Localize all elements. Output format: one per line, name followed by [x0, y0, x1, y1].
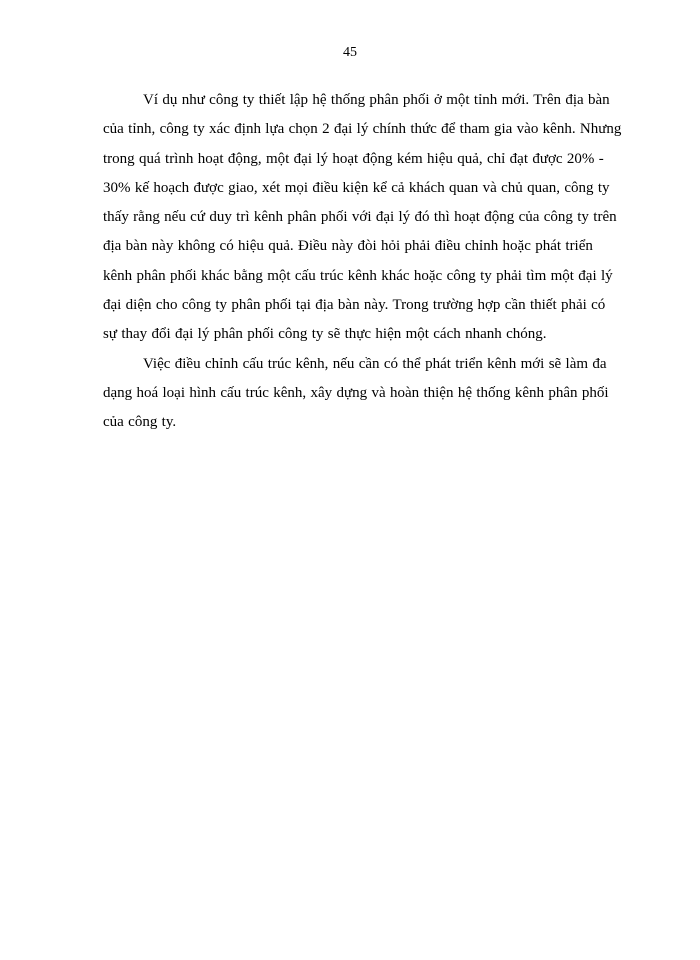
text-line: đại diện cho công ty phân phối tại địa bàn này. Trong trường hợp cần thiết phải có — [103, 297, 606, 314]
page-number: 45 — [343, 45, 357, 60]
text-line: của tỉnh, công ty xác định lựa chọn 2 đại lý chính thức để tham gia vào kênh. Nhưng — [103, 121, 622, 138]
text-line: trong quá trình hoạt động, một đại lý hoạt động kém hiệu quả, chỉ đạt được 20% - — [103, 150, 604, 167]
paragraph-1 — [103, 86, 622, 350]
text-line: địa bàn này không có hiệu quả. Điều này đòi hỏi phải điều chỉnh hoặc phát triển — [103, 238, 593, 255]
text-line: sự thay đổi đại lý phân phối công ty sẽ thực hiện một cách nhanh chóng. — [103, 326, 547, 343]
text-line: của công ty. — [103, 414, 177, 431]
text-line: thấy rằng nếu cứ duy trì kênh phân phối với đại lý đó thì hoạt động của công ty trên — [103, 209, 617, 226]
text-line: dạng hoá loại hình cấu trúc kênh, xây dựng và hoàn thiện hệ thống kênh phân phối — [103, 384, 609, 401]
text-line: Ví dụ như công ty thiết lập hệ thống phân phối ở một tỉnh mới. Trên địa bàn — [143, 92, 610, 108]
text-line: 30% kế hoạch được giao, xét mọi điều kiện kể cả khách quan và chủ quan, công ty — [103, 179, 610, 196]
text-line: Việc điều chỉnh cấu trúc kênh, nếu cần có thể phát triển kênh mới sẽ làm đa — [143, 355, 607, 372]
body-text — [103, 86, 622, 438]
text-line: kênh phân phối khác bằng một cấu trúc kênh khác hoặc công ty phải tìm một đại lý — [103, 267, 613, 284]
paragraph-2 — [103, 350, 609, 438]
